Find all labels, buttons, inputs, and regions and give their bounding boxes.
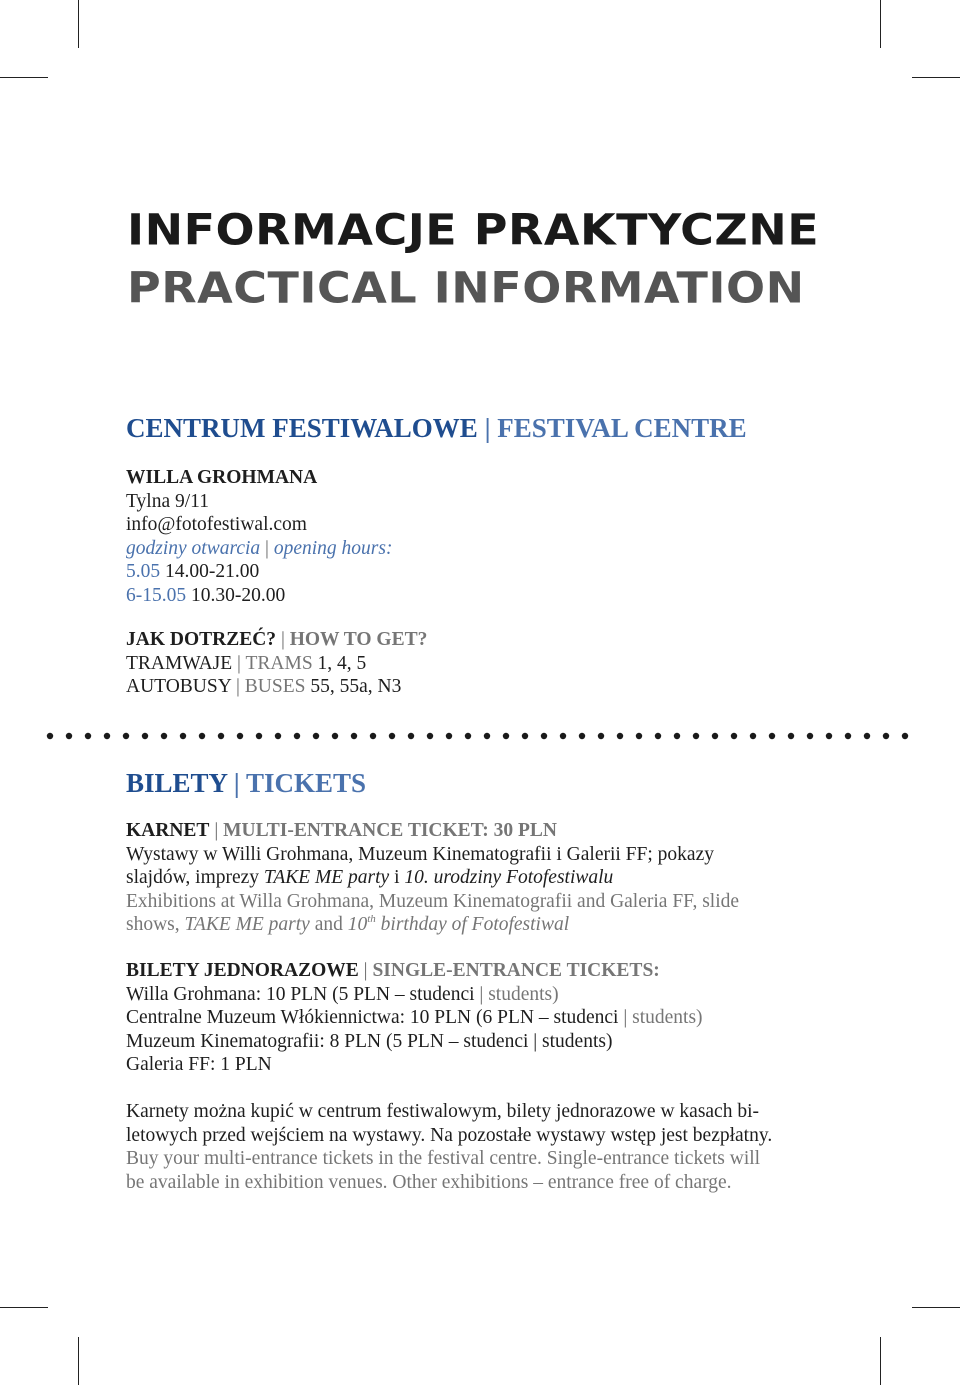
pass-description-en [126,913,846,937]
price-pl: Muzeum Kinematografii: 8 PLN (5 PLN – studenci [126,1030,529,1052]
divider-dot [655,733,661,739]
page-titles [127,203,819,319]
divider-dot [864,733,870,739]
divider-dot [826,733,832,739]
divider-dot [617,733,623,739]
heading-en: FESTIVAL CENTRE [497,413,747,443]
festival-centre-details [126,466,846,607]
divider-dot [294,733,300,739]
divider-dot [104,733,110,739]
pass-description-pl [126,866,846,890]
transport-pl: AUTOBUSY [126,676,232,697]
text: and [309,914,348,935]
divider-dot [693,733,699,739]
venue-email: info@fotofestiwal.com [126,514,307,535]
divider-dot [541,733,547,739]
separator: | [484,413,491,443]
separator: | [479,983,484,1005]
dotted-divider [44,726,924,746]
divider-dot [503,733,509,739]
divider-dot [47,733,53,739]
divider-dot [313,733,319,739]
divider-dot [180,733,186,739]
crop-mark-top-left [78,0,79,48]
divider-dot [123,733,129,739]
price-pl: Willa Grohmana: 10 PLN (5 PLN – studenci [126,983,475,1005]
hours-date: 5.05 [126,561,161,582]
divider-dot [522,733,528,739]
crop-mark-bottom-right [912,1307,960,1308]
hours-time: 10.30-20.00 [191,584,286,606]
note-pl: Karnety można kupić w centrum festiwalowym, bilety jednorazowe w kasach bi- [126,1101,759,1122]
text: slajdów, imprezy [126,867,264,888]
list-item [126,983,846,1007]
divider-dot [788,733,794,739]
crop-mark-top-left [0,77,48,78]
divider-dot [332,733,338,739]
divider-dot [712,733,718,739]
crop-mark-top-right [880,0,881,48]
pass-label-pl: KARNET [126,820,210,841]
hours-time: 14.00-21.00 [165,561,260,582]
text: i [389,867,405,888]
venue-address: Tylna 9/11 [126,490,209,512]
text: birthday of Fotofestiwal [375,914,570,935]
opening-hours-row [126,584,846,608]
text: th [367,913,376,925]
hours-label-en: opening hours: [273,537,393,559]
transport-en: TRAMS [245,652,313,674]
divider-dot [598,733,604,739]
pass-heading [126,819,846,843]
page-title-polish: INFORMACJE PRAKTYCZNE [127,204,820,255]
price-en: students) [632,1007,703,1028]
price-pl: Galeria FF: 1 PLN [126,1054,272,1075]
divider-dot [408,733,414,739]
divider-dot [883,733,889,739]
directions-heading-en: HOW TO GET? [289,629,428,650]
divider-dot [389,733,395,739]
divider-dot [351,733,357,739]
divider-dot [237,733,243,739]
divider-dot [85,733,91,739]
transport-numbers: 1, 4, 5 [317,652,367,674]
heading-pl: CENTRUM FESTIWALOWE [126,413,478,443]
opening-hours-label [126,537,846,561]
pass-label-en: MULTI-ENTRANCE TICKET: 30 PLN [223,820,557,841]
divider-dot [161,733,167,739]
note-en: Buy your multi-entrance tickets in the festival centre. Single-entrance tickets will [126,1148,761,1169]
directions-heading-pl: JAK DOTRZEĆ? [126,629,277,650]
separator: | [533,1030,538,1052]
page-title-english: PRACTICAL INFORMATION [127,262,805,313]
divider-dot [902,733,908,739]
separator: | [280,629,285,650]
transport-line-buses [126,675,846,699]
separator: | [237,652,241,674]
single-label-en: SINGLE-ENTRANCE TICKETS: [372,960,660,981]
tickets-heading-en: TICKETS [246,768,367,798]
crop-mark-bottom-left [0,1307,48,1308]
divider-dot [446,733,452,739]
divider-dot [256,733,262,739]
single-label-pl: BILETY JEDNORAZOWE [126,960,359,981]
divider-dot [731,733,737,739]
divider-dot [845,733,851,739]
single-tickets [126,959,846,1077]
pass-description-pl: Wystawy w Willi Grohmana, Muzeum Kinematografii i Galerii FF; pokazy [126,843,714,865]
divider-dot [199,733,205,739]
divider-dot [484,733,490,739]
note-pl: letowych przed wejściem na wystawy. Na pozostałe wystawy wstęp jest bezpłatny. [126,1124,773,1146]
separator: | [235,676,240,697]
separator: | [265,537,269,559]
divider-dot [275,733,281,739]
divider-dot [370,733,376,739]
list-item [126,1006,846,1030]
text: 10 [347,914,368,935]
divider-dot [142,733,148,739]
transport-en: BUSES [244,676,306,697]
divider-dot [636,733,642,739]
separator: | [623,1007,628,1028]
pass-ticket [126,819,846,937]
section-heading-tickets [126,767,846,799]
list-item [126,1053,846,1077]
separator: | [363,960,368,981]
venue-name: WILLA GROHMANA [126,467,318,488]
divider-dot [750,733,756,739]
note-en: be available in exhibition venues. Other exhibitions – entrance free of charge. [126,1171,732,1193]
transport-numbers: 55, 55a, N3 [310,676,402,697]
divider-dot [579,733,585,739]
single-tickets-heading [126,959,846,983]
text: 10. urodziny Fotofestiwalu [404,867,614,888]
separator: | [214,820,219,841]
divider-dot [674,733,680,739]
text: TAKE ME party [184,914,310,935]
crop-mark-top-right [912,77,960,78]
hours-date: 6-15.05 [126,584,187,606]
price-pl: Centralne Muzeum Włókiennictwa: 10 PLN (6 PLN – studenci [126,1007,619,1028]
crop-mark-bottom-left [78,1337,79,1385]
divider-dot [427,733,433,739]
hours-label-pl: godziny otwarcia [126,537,261,559]
divider-dot [66,733,72,739]
price-en: students) [542,1030,613,1052]
directions [126,628,846,699]
divider-dot [807,733,813,739]
opening-hours-row [126,560,846,584]
directions-heading [126,628,846,652]
ticket-notes [126,1100,846,1194]
divider-dot [218,733,224,739]
transport-line-trams [126,652,846,676]
tickets-heading-pl: BILETY [126,768,228,798]
crop-mark-bottom-right [880,1337,881,1385]
pass-description-en: Exhibitions at Willa Grohmana, Muzeum Kinematografii and Galeria FF, slide [126,890,740,912]
divider-dot [560,733,566,739]
text: shows, [126,914,185,935]
separator: | [233,768,240,798]
list-item [126,1030,846,1054]
price-en: students) [488,983,559,1005]
section-heading-festival-centre [126,412,846,444]
transport-pl: TRAMWAJE [126,652,233,674]
divider-dot [465,733,471,739]
text: TAKE ME party [263,867,390,888]
divider-dot [769,733,775,739]
